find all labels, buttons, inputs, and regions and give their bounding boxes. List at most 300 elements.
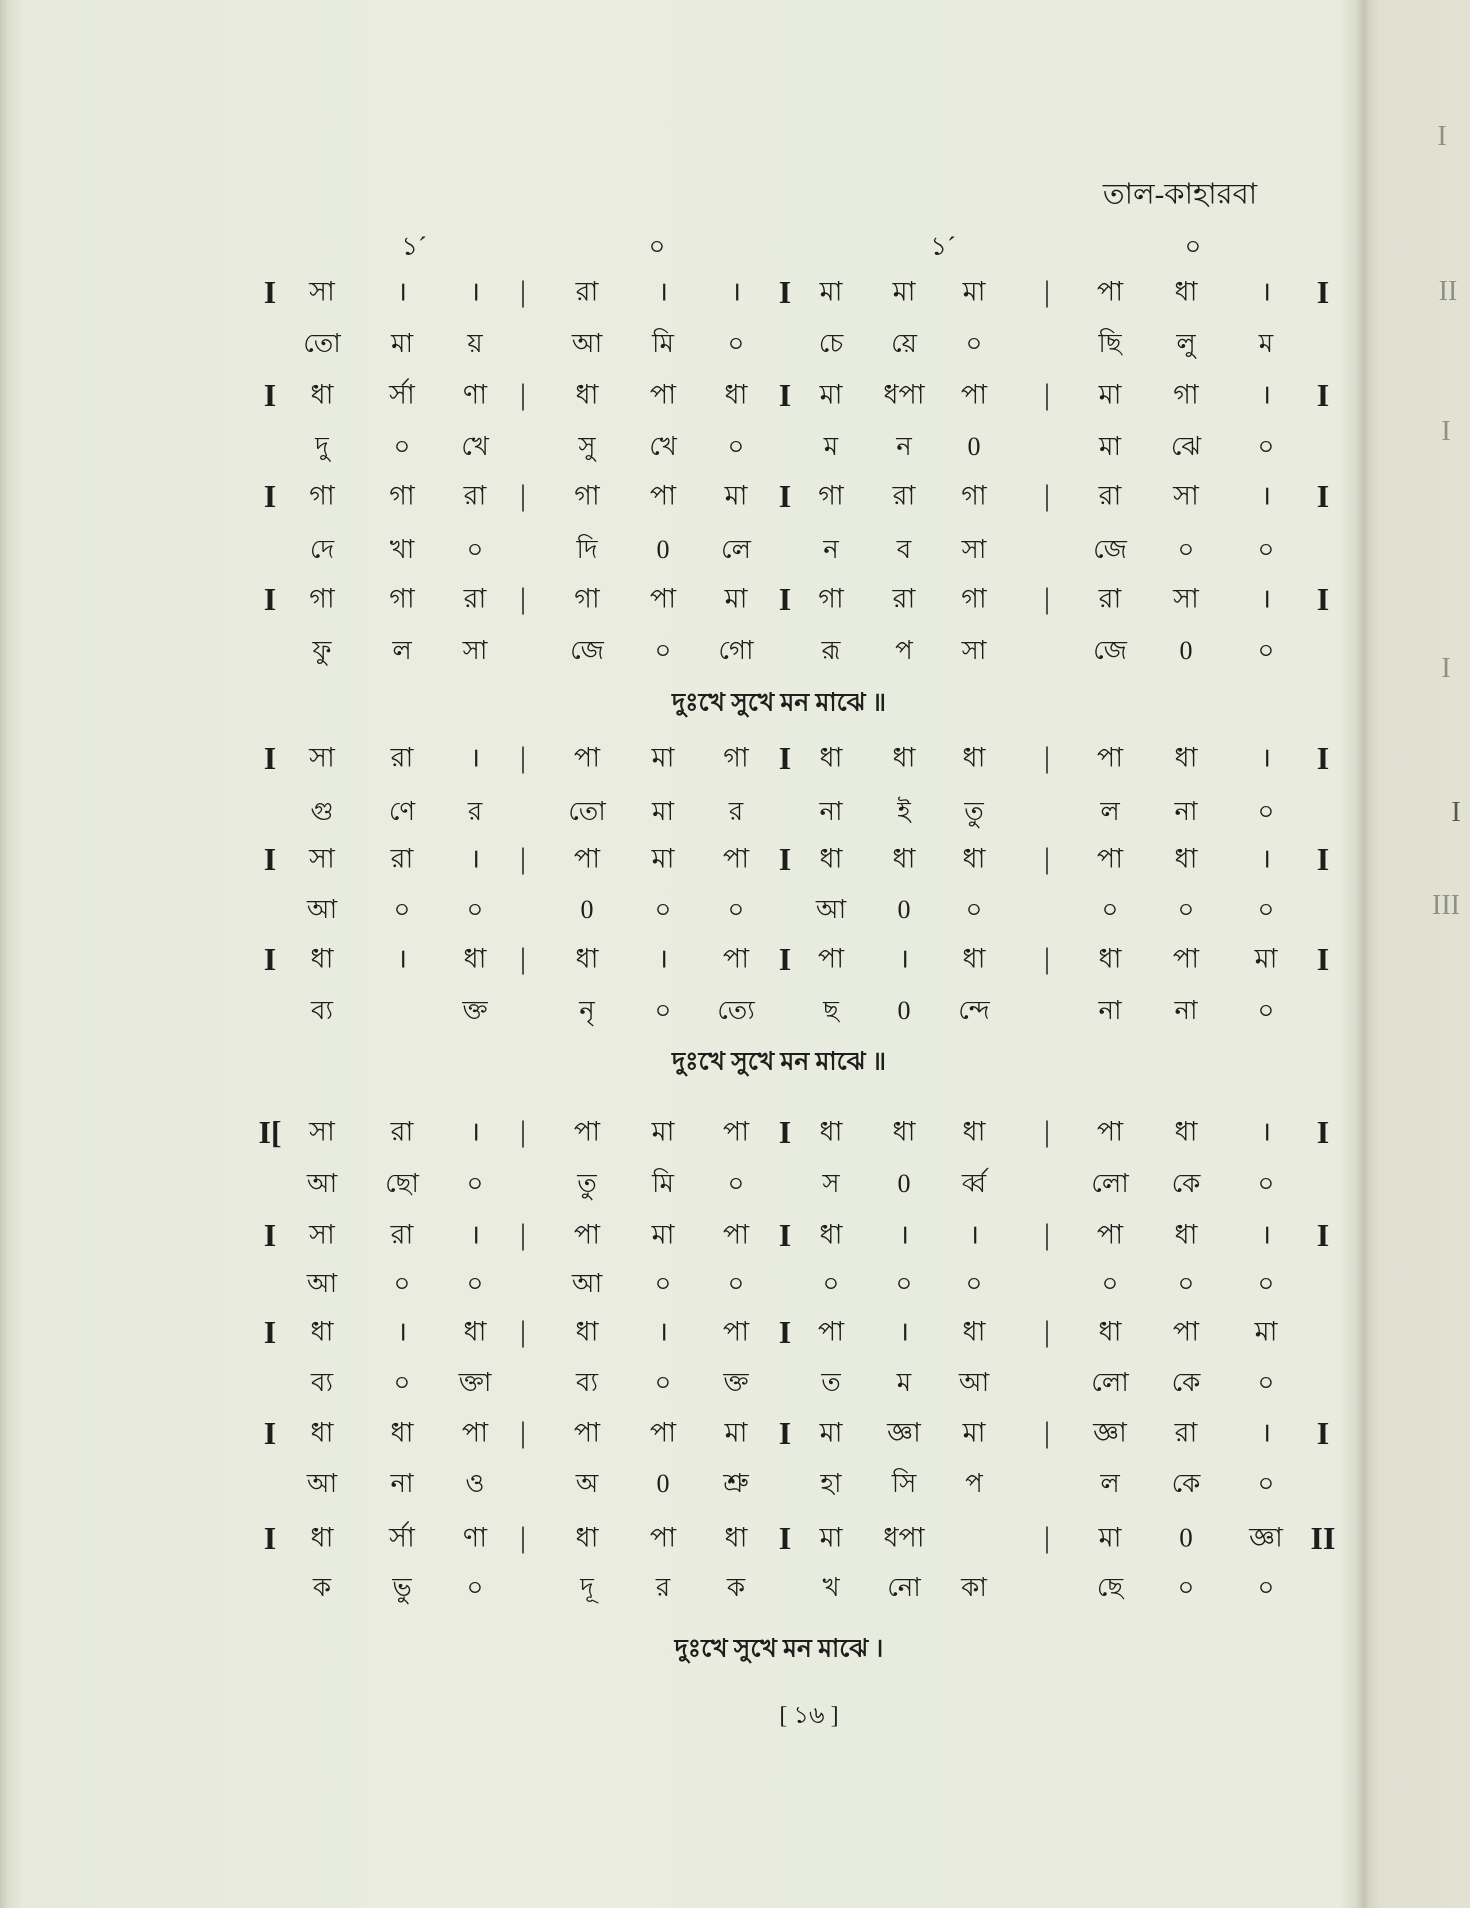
lyric-syllable: ০ bbox=[393, 895, 411, 924]
beat-mark: ১´ bbox=[401, 232, 427, 261]
lyric-syllable: ০ bbox=[393, 1368, 411, 1397]
swara-note: পা bbox=[573, 742, 601, 773]
refrain-line: দুঃখে সুখে মন মাঝে ॥ bbox=[672, 1048, 886, 1076]
swara-note: পা bbox=[1172, 1316, 1200, 1347]
bar-line: | bbox=[519, 741, 527, 774]
bar-line: I bbox=[263, 377, 277, 413]
swara-note: ধা bbox=[1174, 1219, 1198, 1250]
lyric-syllable: ০ bbox=[1257, 535, 1275, 564]
lyric-syllable: নো bbox=[887, 1573, 921, 1602]
rest-mark: । bbox=[898, 1219, 910, 1250]
lyric-syllable: ০ bbox=[654, 1368, 672, 1397]
bar-line: | bbox=[1043, 582, 1051, 615]
lyric-syllable: ০ bbox=[466, 895, 484, 924]
lyric-syllable: 0 bbox=[897, 895, 911, 924]
rest-mark: । bbox=[898, 943, 910, 974]
swara-note: ণা bbox=[462, 1522, 488, 1553]
adjacent-page-mark: III bbox=[1432, 890, 1460, 921]
swara-note: মা bbox=[819, 276, 843, 307]
swara-note: রা bbox=[892, 583, 916, 614]
swara-note: মা bbox=[819, 1417, 843, 1448]
lyric-syllable: ০ bbox=[654, 1269, 672, 1298]
lyric-syllable: ছি bbox=[1098, 329, 1122, 358]
lyric-syllable: মা bbox=[391, 329, 413, 358]
lyric-syllable: ম bbox=[896, 1368, 912, 1397]
bar-line: I bbox=[263, 1314, 277, 1350]
lyric-syllable: সা bbox=[961, 636, 987, 665]
swara-note: ধপা bbox=[883, 379, 925, 410]
lyric-syllable: ০ bbox=[965, 895, 983, 924]
swara-note: সা bbox=[309, 742, 335, 773]
lyric-syllable: 0 bbox=[656, 535, 670, 564]
lyric-syllable: প bbox=[965, 1469, 983, 1498]
swara-note: মা bbox=[1098, 379, 1122, 410]
lyric-syllable: ফু bbox=[312, 636, 332, 665]
bar-line: | bbox=[519, 1416, 527, 1449]
lyric-syllable: লে bbox=[721, 535, 751, 564]
swara-note: পা bbox=[722, 1316, 750, 1347]
swara-note: র্সা bbox=[389, 379, 415, 410]
lyric-syllable: ম bbox=[1258, 329, 1274, 358]
lyric-syllable: ০ bbox=[727, 1169, 745, 1198]
lyric-syllable: ০ bbox=[1257, 797, 1275, 826]
bar-line: I bbox=[263, 1415, 277, 1451]
swara-note: সা bbox=[1173, 583, 1199, 614]
lyric-syllable: জে bbox=[1093, 535, 1127, 564]
swara-note: পা bbox=[461, 1417, 489, 1448]
swara-note: ণা bbox=[462, 379, 488, 410]
lyric-syllable: ভু bbox=[392, 1573, 412, 1602]
lyric-syllable: ক্ত bbox=[723, 1368, 749, 1397]
lyric-syllable: আ bbox=[571, 329, 603, 358]
swara-note: পা bbox=[1096, 1219, 1124, 1250]
lyric-syllable: য়ে bbox=[891, 329, 917, 358]
swara-note: গা bbox=[723, 742, 749, 773]
swara-note: ধা bbox=[575, 943, 599, 974]
swara-note: রা bbox=[390, 843, 414, 874]
rest-mark: । bbox=[469, 276, 481, 307]
rest-mark: । bbox=[396, 943, 408, 974]
swara-note: পা bbox=[649, 583, 677, 614]
rest-mark: । bbox=[657, 276, 669, 307]
swara-note: ধা bbox=[463, 1316, 487, 1347]
lyric-syllable: 0 bbox=[897, 996, 911, 1025]
lyric-syllable: আ bbox=[306, 1469, 338, 1498]
lyric-syllable: ন bbox=[896, 432, 912, 461]
bar-line: | bbox=[1043, 275, 1051, 308]
rest-mark: । bbox=[1260, 379, 1272, 410]
rest-mark: । bbox=[469, 843, 481, 874]
swara-note: মা bbox=[651, 1219, 675, 1250]
lyric-syllable: ০ bbox=[1101, 895, 1119, 924]
swara-note: ধা bbox=[819, 843, 843, 874]
swara-note: পা bbox=[573, 1116, 601, 1147]
lyric-syllable: দূ bbox=[580, 1573, 594, 1602]
lyric-syllable: ছ bbox=[823, 996, 839, 1025]
bar-line: | bbox=[519, 942, 527, 975]
swara-note: ধা bbox=[724, 379, 748, 410]
swara-note: র্সা bbox=[389, 1522, 415, 1553]
bar-line: | bbox=[1043, 1115, 1051, 1148]
rest-mark: । bbox=[469, 1116, 481, 1147]
lyric-syllable: ক bbox=[312, 1573, 332, 1602]
rest-mark: । bbox=[1260, 1417, 1272, 1448]
lyric-syllable: ০ bbox=[466, 1169, 484, 1198]
lyric-syllable: ম bbox=[823, 432, 839, 461]
bar-line: | bbox=[1043, 479, 1051, 512]
swara-note: ধা bbox=[310, 1417, 334, 1448]
lyric-syllable: তু bbox=[577, 1169, 597, 1198]
rest-mark: । bbox=[1260, 843, 1272, 874]
lyric-syllable: য় bbox=[467, 329, 483, 358]
swara-note: ধা bbox=[1174, 276, 1198, 307]
swara-note: ধা bbox=[892, 1116, 916, 1147]
swara-note: মা bbox=[724, 1417, 748, 1448]
lyric-syllable: 0 bbox=[967, 432, 981, 461]
swara-note: রা bbox=[1098, 480, 1122, 511]
lyric-syllable: না bbox=[1174, 996, 1198, 1025]
bar-line: I bbox=[778, 1314, 792, 1350]
tala-title: তাল-কাহারবা bbox=[1102, 178, 1258, 211]
lyric-syllable: ০ bbox=[393, 432, 411, 461]
lyric-syllable: ব্য bbox=[310, 996, 334, 1025]
lyric-syllable: প bbox=[895, 636, 913, 665]
swara-note: মা bbox=[724, 583, 748, 614]
lyric-syllable: ০ bbox=[1257, 432, 1275, 461]
page-number: [ ১৬ ] bbox=[779, 1703, 839, 1729]
lyric-syllable: র bbox=[467, 797, 483, 826]
rest-mark: । bbox=[469, 1219, 481, 1250]
rest-mark: । bbox=[469, 742, 481, 773]
lyric-syllable: লো bbox=[1091, 1169, 1129, 1198]
swara-note: ধা bbox=[962, 843, 986, 874]
lyric-syllable: ঝে bbox=[1170, 432, 1202, 461]
bar-line: I bbox=[263, 740, 277, 776]
lyric-syllable: ০ bbox=[1257, 895, 1275, 924]
swara-note: সা bbox=[1173, 480, 1199, 511]
swara-note: সা bbox=[309, 1116, 335, 1147]
swara-note: ধা bbox=[1174, 742, 1198, 773]
swara-note: ধা bbox=[310, 943, 334, 974]
bar-line: I bbox=[778, 841, 792, 877]
lyric-syllable: লু bbox=[1176, 329, 1196, 358]
lyric-syllable: মা bbox=[652, 797, 674, 826]
bar-line: | bbox=[519, 842, 527, 875]
swara-note: পা bbox=[649, 1417, 677, 1448]
lyric-syllable: না bbox=[390, 1469, 414, 1498]
bar-line: | bbox=[519, 1115, 527, 1148]
bar-line: | bbox=[1043, 741, 1051, 774]
rest-mark: । bbox=[730, 276, 742, 307]
lyric-syllable: দি bbox=[576, 535, 598, 564]
lyric-syllable: দু bbox=[315, 432, 329, 461]
lyric-syllable: স bbox=[822, 1169, 840, 1198]
adjacent-page-mark: I bbox=[1451, 797, 1461, 828]
bar-line: II bbox=[1310, 1520, 1336, 1556]
lyric-syllable: সু bbox=[578, 432, 596, 461]
lyric-syllable: ০ bbox=[1257, 1169, 1275, 1198]
swara-note: মা bbox=[819, 379, 843, 410]
bar-line: I bbox=[778, 478, 792, 514]
swara-note: পা bbox=[817, 943, 845, 974]
bar-line: | bbox=[519, 1218, 527, 1251]
swara-note: মা bbox=[1254, 943, 1278, 974]
swara-note: জ্ঞা bbox=[1093, 1417, 1127, 1448]
lyric-syllable: তো bbox=[303, 329, 341, 358]
bar-line: I bbox=[778, 1415, 792, 1451]
swara-note: পা bbox=[960, 379, 988, 410]
bar-line: | bbox=[519, 479, 527, 512]
bar-line: I bbox=[778, 740, 792, 776]
lyric-syllable: অ bbox=[575, 1469, 599, 1498]
lyric-syllable: র bbox=[655, 1573, 671, 1602]
lyric-syllable: ত bbox=[821, 1368, 841, 1397]
lyric-syllable: ক bbox=[726, 1573, 746, 1602]
lyric-syllable: ০ bbox=[654, 895, 672, 924]
lyric-syllable: র্ব্ব bbox=[961, 1169, 987, 1198]
lyric-syllable: নৃ bbox=[579, 996, 595, 1025]
bar-line: | bbox=[519, 275, 527, 308]
swara-note: মা bbox=[819, 1522, 843, 1553]
lyric-syllable: 0 bbox=[1179, 636, 1193, 665]
lyric-syllable: তু bbox=[964, 797, 984, 826]
lyric-syllable: হা bbox=[820, 1469, 842, 1498]
swara-note: জ্ঞা bbox=[887, 1417, 921, 1448]
lyric-syllable: ০ bbox=[822, 1269, 840, 1298]
lyric-syllable: ০ bbox=[654, 636, 672, 665]
swara-note: ধা bbox=[962, 1316, 986, 1347]
lyric-syllable: রূ bbox=[821, 636, 841, 665]
bar-line: | bbox=[1043, 1521, 1051, 1554]
bar-line: I bbox=[778, 274, 792, 310]
bar-line: I bbox=[778, 1217, 792, 1253]
swara-note: পা bbox=[722, 843, 750, 874]
bar-line: | bbox=[1043, 1416, 1051, 1449]
swara-note: পা bbox=[1096, 276, 1124, 307]
swara-note: মা bbox=[1254, 1316, 1278, 1347]
lyric-syllable: ব্য bbox=[310, 1368, 334, 1397]
swara-note: পা bbox=[1096, 843, 1124, 874]
lyric-syllable: সা bbox=[961, 535, 987, 564]
swara-note: পা bbox=[573, 843, 601, 874]
bar-line: I bbox=[263, 1520, 277, 1556]
swara-note: ধা bbox=[390, 1417, 414, 1448]
adjacent-page-mark: I bbox=[1437, 121, 1447, 152]
swara-note: মা bbox=[962, 1417, 986, 1448]
swara-note: ধা bbox=[1098, 943, 1122, 974]
lyric-syllable: 0 bbox=[656, 1469, 670, 1498]
rest-mark: । bbox=[1260, 583, 1272, 614]
bar-line: | bbox=[1043, 1315, 1051, 1348]
lyric-syllable: ল bbox=[392, 636, 412, 665]
beat-mark: ১´ bbox=[930, 232, 956, 261]
rest-mark: । bbox=[1260, 1116, 1272, 1147]
lyric-syllable: ০ bbox=[727, 432, 745, 461]
swara-note: গা bbox=[1173, 379, 1199, 410]
swara-note: ধপা bbox=[883, 1522, 925, 1553]
swara-note: ধা bbox=[962, 943, 986, 974]
lyric-syllable: 0 bbox=[897, 1169, 911, 1198]
lyric-syllable: কা bbox=[961, 1573, 987, 1602]
lyric-syllable: ০ bbox=[466, 535, 484, 564]
bar-line: | bbox=[1043, 378, 1051, 411]
lyric-syllable: জে bbox=[570, 636, 604, 665]
lyric-syllable: ০ bbox=[1177, 535, 1195, 564]
bar-line: | bbox=[519, 378, 527, 411]
swara-note: ধা bbox=[892, 742, 916, 773]
lyric-syllable: ০ bbox=[1177, 1573, 1195, 1602]
swara-note: গা bbox=[961, 480, 987, 511]
lyric-syllable: ০ bbox=[1257, 636, 1275, 665]
rest-mark: । bbox=[396, 276, 408, 307]
swara-note: ধা bbox=[892, 843, 916, 874]
lyric-syllable: ক্ত bbox=[462, 996, 488, 1025]
swara-note: গা bbox=[961, 583, 987, 614]
lyric-syllable: ত্যে bbox=[717, 996, 755, 1025]
swara-note: গা bbox=[818, 480, 844, 511]
bar-line: | bbox=[519, 1521, 527, 1554]
bar-line: I bbox=[1316, 1415, 1330, 1451]
lyric-syllable: না bbox=[819, 797, 843, 826]
bar-line: I bbox=[1316, 377, 1330, 413]
bar-line: I bbox=[263, 274, 277, 310]
swara-note: গা bbox=[389, 480, 415, 511]
bar-line: I bbox=[778, 1114, 792, 1150]
swara-note: মা bbox=[651, 1116, 675, 1147]
refrain-line: দুঃখে সুখে মন মাঝে ॥ bbox=[672, 689, 886, 717]
swara-note: রা bbox=[575, 276, 599, 307]
lyric-syllable: না bbox=[1098, 996, 1122, 1025]
swara-note: রা bbox=[463, 480, 487, 511]
bar-line: I bbox=[778, 377, 792, 413]
swara-note: সা bbox=[309, 276, 335, 307]
swara-note: মা bbox=[962, 276, 986, 307]
lyric-syllable: আ bbox=[571, 1269, 603, 1298]
swara-note: পা bbox=[722, 1116, 750, 1147]
lyric-syllable: কে bbox=[1171, 1169, 1201, 1198]
lyric-syllable: ০ bbox=[1101, 1269, 1119, 1298]
bar-line: I bbox=[1316, 841, 1330, 877]
lyric-syllable: ণে bbox=[388, 797, 416, 826]
bar-line: I bbox=[778, 1520, 792, 1556]
bar-line: I bbox=[1316, 581, 1330, 617]
lyric-syllable: ০ bbox=[1257, 996, 1275, 1025]
rest-mark: । bbox=[968, 1219, 980, 1250]
bar-line: | bbox=[519, 582, 527, 615]
rest-mark: । bbox=[1260, 276, 1272, 307]
rest-mark: । bbox=[1260, 742, 1272, 773]
swara-note: সা bbox=[309, 843, 335, 874]
swara-note: গা bbox=[389, 583, 415, 614]
swara-note: ধা bbox=[463, 943, 487, 974]
rest-mark: । bbox=[657, 1316, 669, 1347]
swara-note: ধা bbox=[819, 742, 843, 773]
bar-line: | bbox=[1043, 942, 1051, 975]
rest-mark: । bbox=[1260, 480, 1272, 511]
refrain-line: দুঃখে সুখে মন মাঝে । bbox=[674, 1635, 884, 1663]
lyric-syllable: ক্তা bbox=[458, 1368, 492, 1397]
lyric-syllable: ০ bbox=[965, 329, 983, 358]
bar-line: I bbox=[263, 581, 277, 617]
rest-mark: । bbox=[657, 943, 669, 974]
bar-line: I bbox=[263, 841, 277, 877]
swara-note: রা bbox=[1098, 583, 1122, 614]
swara-note: পা bbox=[573, 1219, 601, 1250]
swara-note: গা bbox=[309, 583, 335, 614]
rest-mark: । bbox=[1260, 1219, 1272, 1250]
swara-note: গা bbox=[574, 480, 600, 511]
bar-line: I bbox=[778, 581, 792, 617]
lyric-syllable: ০ bbox=[1177, 895, 1195, 924]
swara-note: রা bbox=[463, 583, 487, 614]
lyric-syllable: শ্রু bbox=[723, 1469, 749, 1498]
swara-note: ধা bbox=[1098, 1316, 1122, 1347]
swara-note: পা bbox=[649, 480, 677, 511]
lyric-syllable: কে bbox=[1171, 1368, 1201, 1397]
lyric-syllable: ০ bbox=[1177, 1269, 1195, 1298]
bar-line: I bbox=[263, 478, 277, 514]
lyric-syllable: আ bbox=[306, 1269, 338, 1298]
bar-line: I bbox=[1316, 941, 1330, 977]
bar-line: I bbox=[1316, 1217, 1330, 1253]
lyric-syllable: ০ bbox=[466, 1269, 484, 1298]
lyric-syllable: খে bbox=[649, 432, 677, 461]
lyric-syllable: মা bbox=[1099, 432, 1121, 461]
swara-note: রা bbox=[390, 742, 414, 773]
lyric-syllable: ০ bbox=[1257, 1269, 1275, 1298]
lyric-syllable: ০ bbox=[965, 1269, 983, 1298]
lyric-syllable: ০ bbox=[727, 1269, 745, 1298]
swara-note: রা bbox=[390, 1219, 414, 1250]
swara-note: ধা bbox=[962, 742, 986, 773]
lyric-syllable: ও bbox=[465, 1469, 485, 1498]
lyric-syllable: ল bbox=[1100, 797, 1120, 826]
bar-line: I bbox=[263, 941, 277, 977]
swara-note: পা bbox=[722, 1219, 750, 1250]
lyric-syllable: মি bbox=[652, 329, 674, 358]
swara-note: জ্ঞা bbox=[1249, 1522, 1283, 1553]
lyric-syllable: ছো bbox=[385, 1169, 419, 1198]
lyric-syllable: লো bbox=[1091, 1368, 1129, 1397]
swara-note: 0 bbox=[1179, 1522, 1193, 1553]
swara-note: ধা bbox=[724, 1522, 748, 1553]
swara-note: ধা bbox=[1174, 1116, 1198, 1147]
swara-note: রা bbox=[892, 480, 916, 511]
lyric-syllable: 0 bbox=[580, 895, 594, 924]
adjacent-page-mark: I bbox=[1441, 653, 1451, 684]
swara-note: গা bbox=[818, 583, 844, 614]
lyric-syllable: ব bbox=[896, 535, 912, 564]
lyric-syllable: আ bbox=[306, 895, 338, 924]
lyric-syllable: ০ bbox=[654, 996, 672, 1025]
bar-line: I bbox=[1316, 274, 1330, 310]
swara-note: ধা bbox=[310, 379, 334, 410]
swara-note: পা bbox=[573, 1417, 601, 1448]
lyric-syllable: দে bbox=[309, 535, 335, 564]
lyric-syllable: জে bbox=[1093, 636, 1127, 665]
swara-note: পা bbox=[1172, 943, 1200, 974]
lyric-syllable: তো bbox=[568, 797, 606, 826]
lyric-syllable: ০ bbox=[1257, 1368, 1275, 1397]
lyric-syllable: খে bbox=[461, 432, 489, 461]
swara-note: ধা bbox=[310, 1522, 334, 1553]
beat-mark: ০ bbox=[1184, 232, 1202, 261]
swara-note: ধা bbox=[575, 1316, 599, 1347]
swara-note: ধা bbox=[819, 1116, 843, 1147]
swara-note: ধা bbox=[310, 1316, 334, 1347]
bar-line: I bbox=[1316, 478, 1330, 514]
swara-note: ধা bbox=[819, 1219, 843, 1250]
